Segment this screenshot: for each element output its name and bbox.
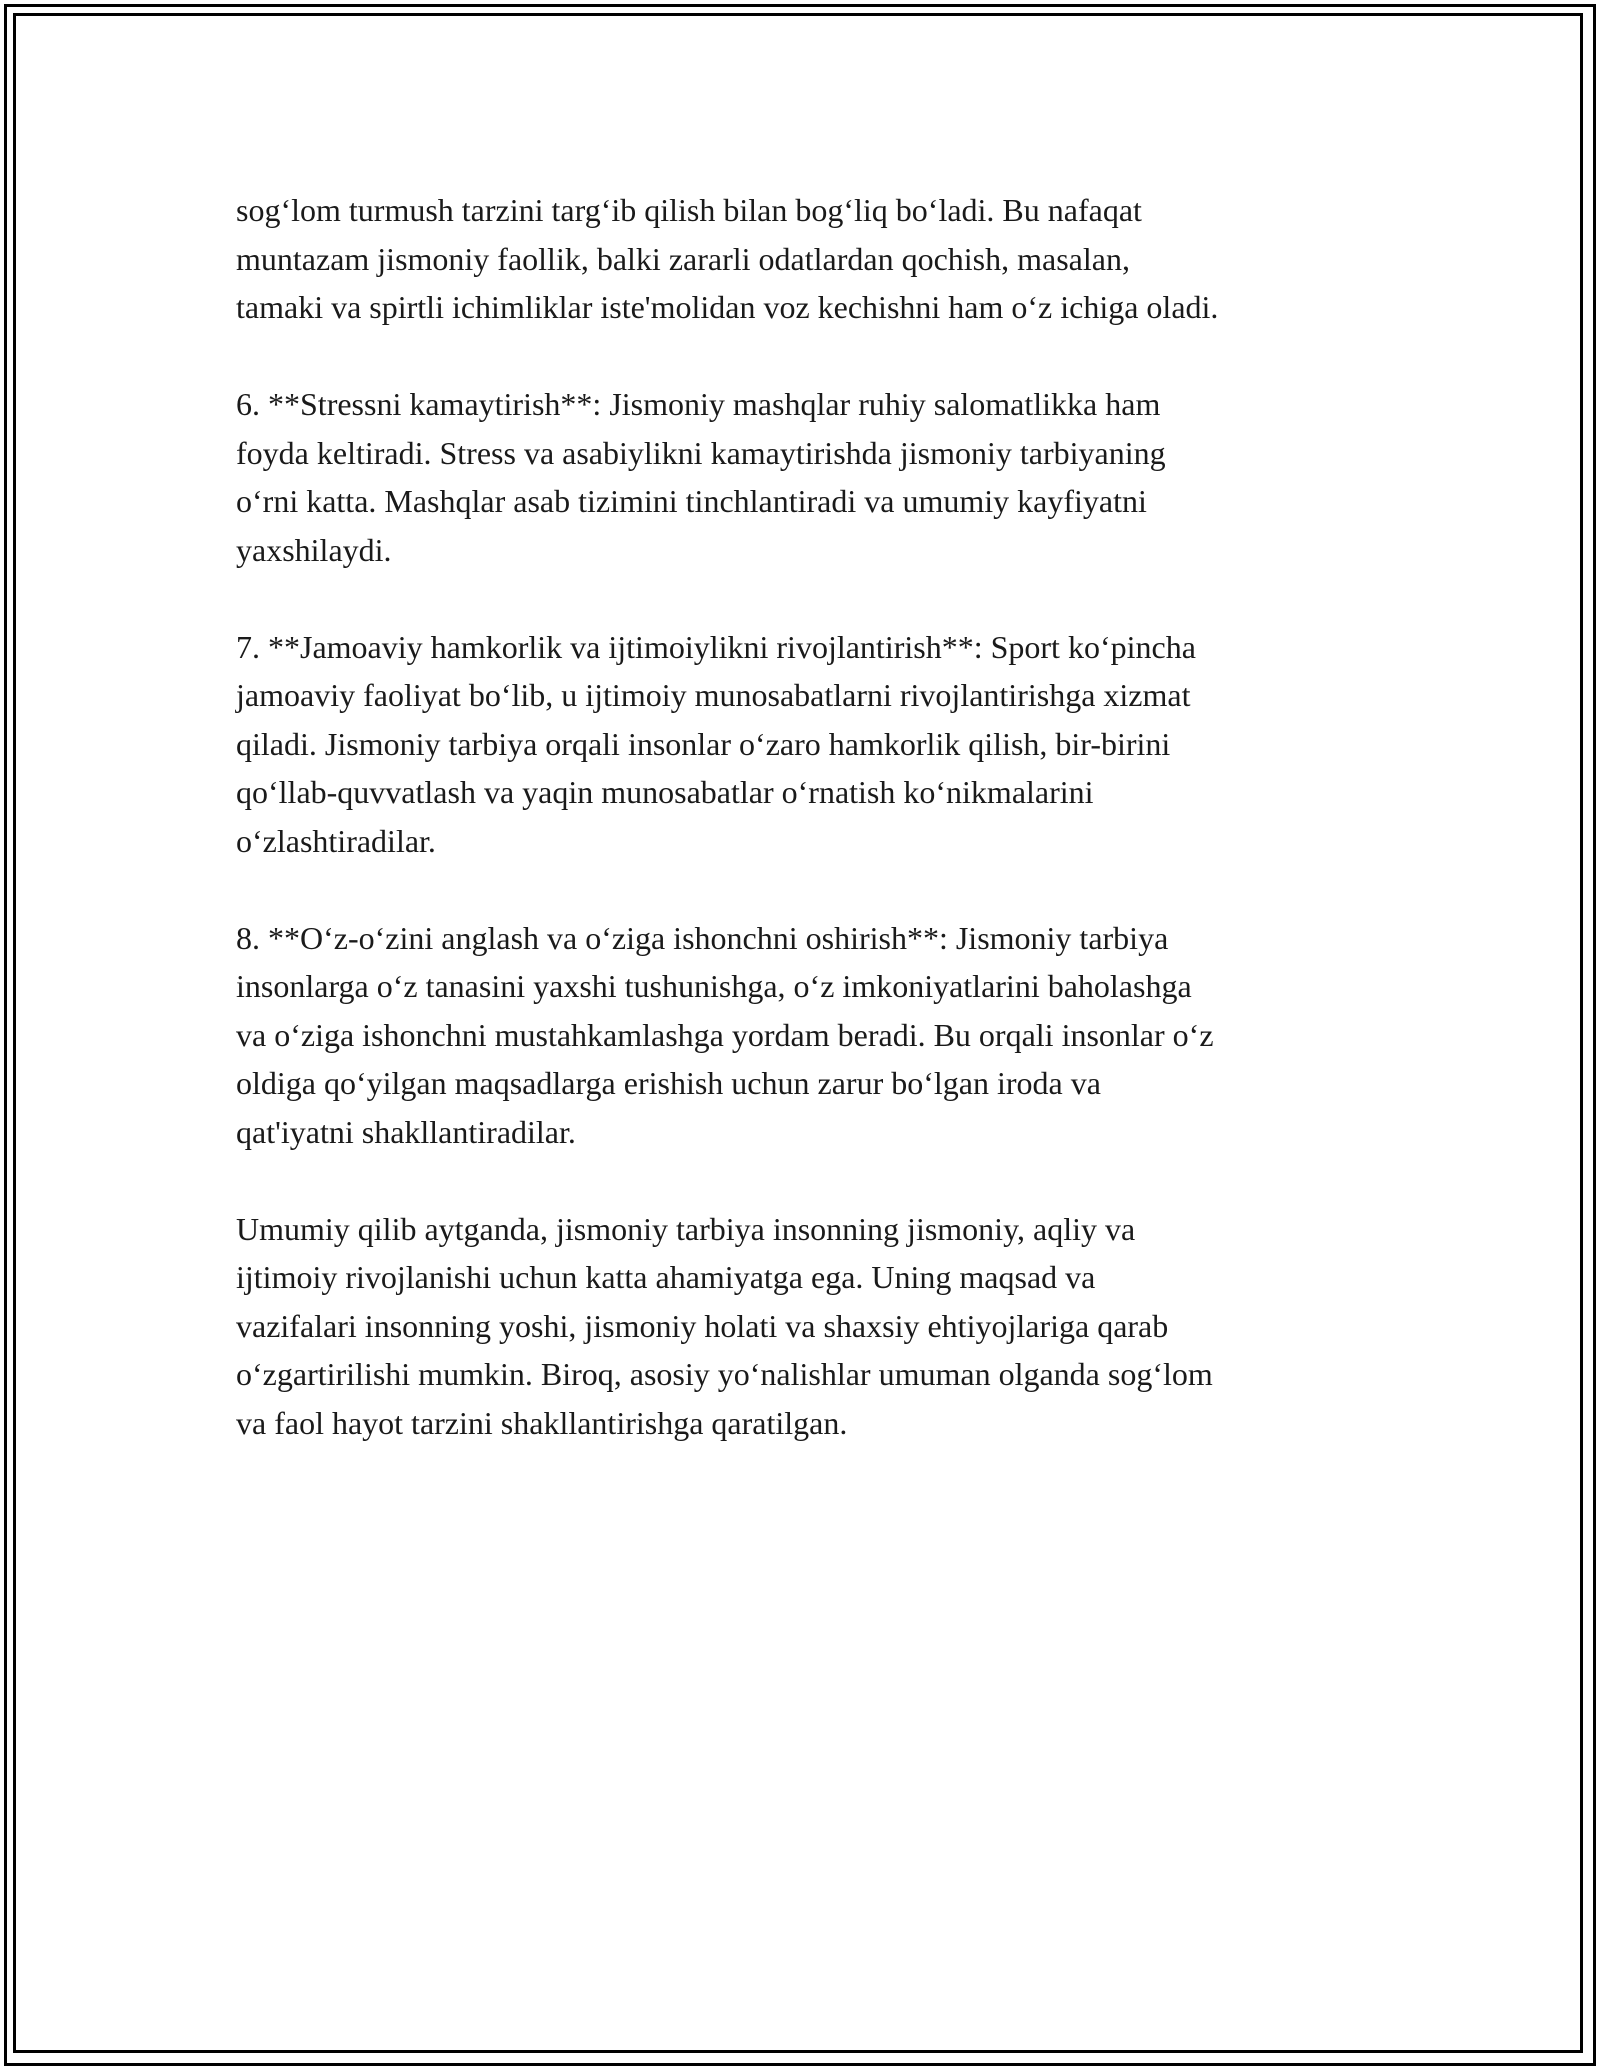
document-body [236,186,1386,1496]
paragraph-conclusion: Umumiy qilib aytganda, jismoniy tarbiya insonning jismoniy, aqliy va ijtimoiy rivojlanishi uchun katta ahamiyatga ega. Uning maqsad va vazifalari insonning yoshi, jismoniy holati va shaxsiy ehtiyojlariga qarab o‘zgartirilishi mumkin. Biroq, asosiy yo‘nalishlar umuman olganda sog‘lom va faol hayot tarzini shakllantirishga qaratilgan. [236,1210,1213,1441]
paragraph-self-awareness: 8. **O‘z-o‘zini anglash va o‘ziga ishonchni oshirish**: Jismoniy tarbiya insonlarga o‘z tanasini yaxshi tushunishga, o‘z imkoniyatlarini baholashga va o‘ziga ishonchni mustahkamlashga yordam beradi. Bu orqali insonlar o‘z oldiga qo‘yilgan maqsadlarga erishish uchun zarur bo‘lgan iroda va qat'iyatni shakllantiradilar. [236,919,1214,1150]
paragraph-healthy-lifestyle: sog‘lom turmush tarzini targ‘ib qilish bilan bog‘liq bo‘ladi. Bu nafaqat muntazam jismoniy faollik, balki zararli odatlardan qochish, masalan, tamaki va spirtli ichimliklar iste'molidan voz kechishni ham o‘z ichiga oladi. [236,192,1219,325]
paragraph-teamwork: 7. **Jamoaviy hamkorlik va ijtimoiylikni rivojlantirish**: Sport ko‘pincha jamoaviy faoliyat bo‘lib, u ijtimoiy munosabatlarni rivojlantirishga xizmat qiladi. Jismoniy tarbiya orqali insonlar o‘zaro hamkorlik qilish, bir-birini qo‘llab-quvvatlash va yaqin munosabatlar o‘rnatish ko‘nikmalarini o‘zlashtiradilar. [236,628,1196,859]
paragraph-stress-reduction: 6. **Stressni kamaytirish**: Jismoniy mashqlar ruhiy salomatlikka ham foyda keltiradi. Stress va asabiylikni kamaytirishda jismoniy tarbiyaning o‘rni katta. Mashqlar asab tizimini tinchlantiradi va umumiy kayfiyatni yaxshilaydi. [236,386,1166,568]
